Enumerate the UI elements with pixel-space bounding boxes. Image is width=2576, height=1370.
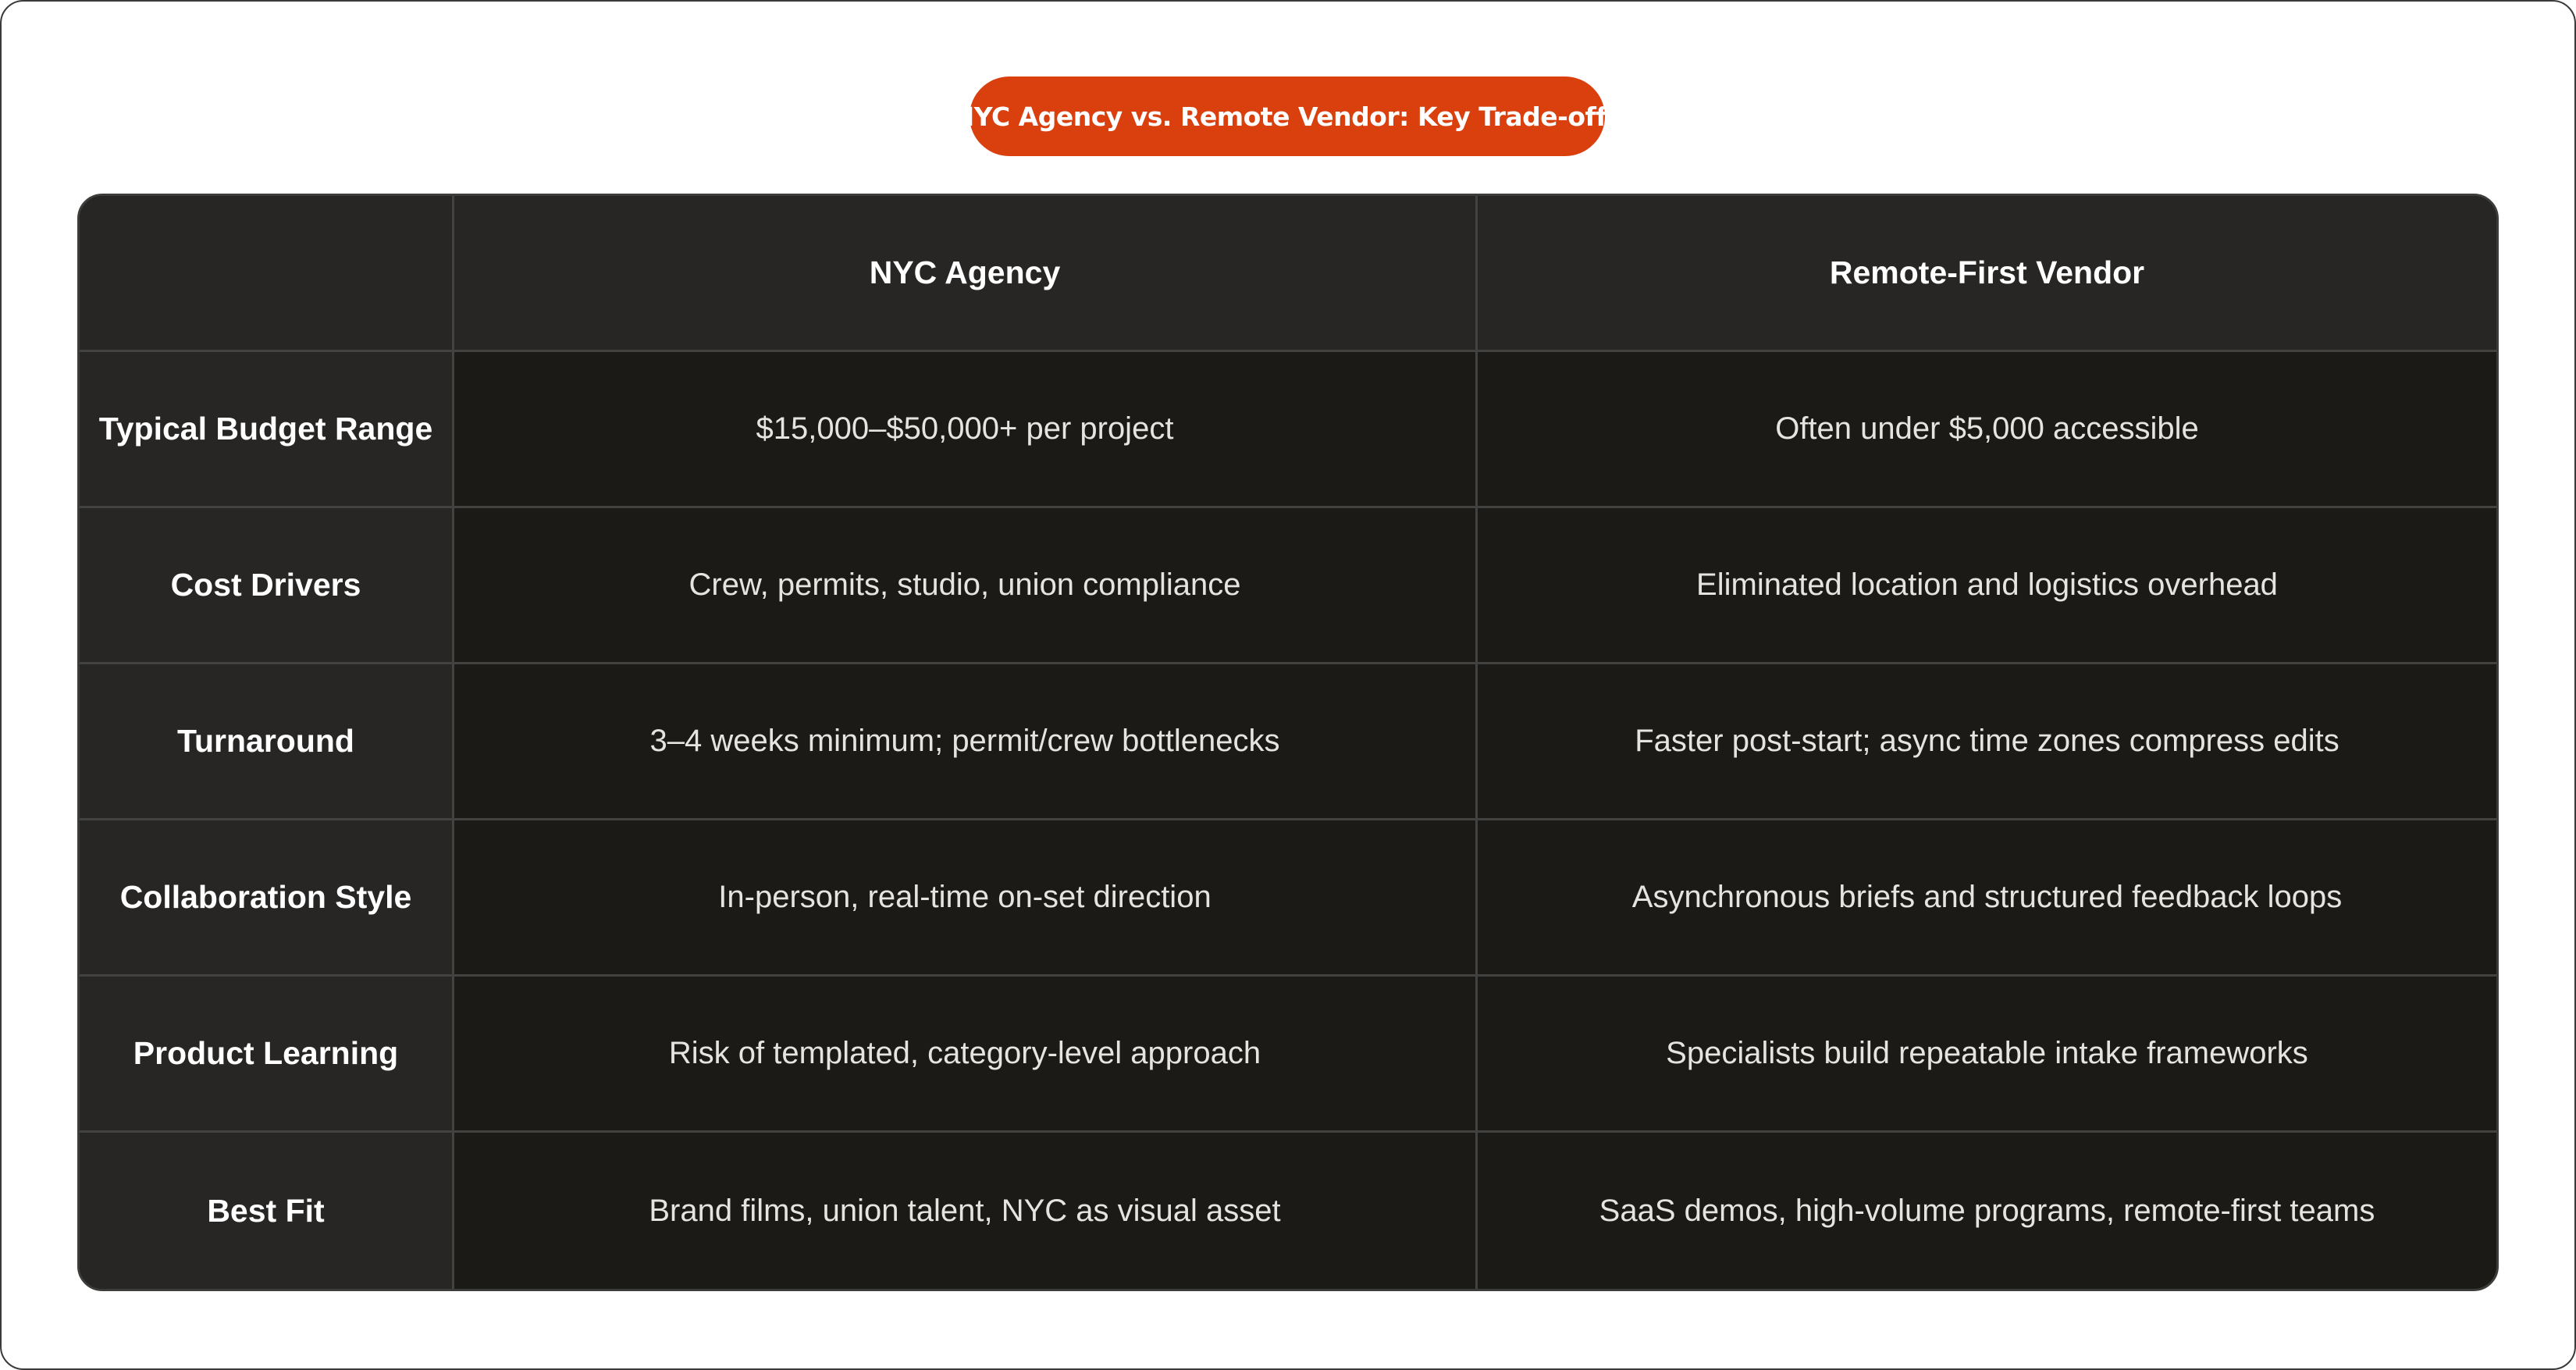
row-header-best-fit: Best Fit [80, 1133, 454, 1289]
row-header-budget: Typical Budget Range [80, 352, 454, 508]
table-cell-nyc: $15,000–$50,000+ per project [454, 352, 1478, 508]
row-header-collaboration: Collaboration Style [80, 820, 454, 977]
table-cell-remote: Eliminated location and logistics overhead [1478, 508, 2496, 664]
table-cell-remote: Specialists build repeatable intake frameworks [1478, 977, 2496, 1133]
table-cell-nyc: In-person, real-time on-set direction [454, 820, 1478, 977]
table-cell-remote: Asynchronous briefs and structured feedback loops [1478, 820, 2496, 977]
table-cell-nyc: Brand films, union talent, NYC as visual asset [454, 1133, 1478, 1289]
header-corner-cell [80, 196, 454, 352]
column-header-nyc-agency: NYC Agency [454, 196, 1478, 352]
column-header-remote-vendor: Remote-First Vendor [1478, 196, 2496, 352]
comparison-table [77, 194, 2499, 1291]
page-title: NYC Agency vs. Remote Vendor: Key Trade-offs [970, 77, 1605, 156]
table-cell-remote: Often under $5,000 accessible [1478, 352, 2496, 508]
table-cell-nyc: Crew, permits, studio, union compliance [454, 508, 1478, 664]
table-cell-remote: SaaS demos, high-volume programs, remote-first teams [1478, 1133, 2496, 1289]
table-cell-nyc: 3–4 weeks minimum; permit/crew bottlenecks [454, 664, 1478, 820]
row-header-product-learning: Product Learning [80, 977, 454, 1133]
table-cell-remote: Faster post-start; async time zones compress edits [1478, 664, 2496, 820]
row-header-cost-drivers: Cost Drivers [80, 508, 454, 664]
row-header-turnaround: Turnaround [80, 664, 454, 820]
table-cell-nyc: Risk of templated, category-level approach [454, 977, 1478, 1133]
